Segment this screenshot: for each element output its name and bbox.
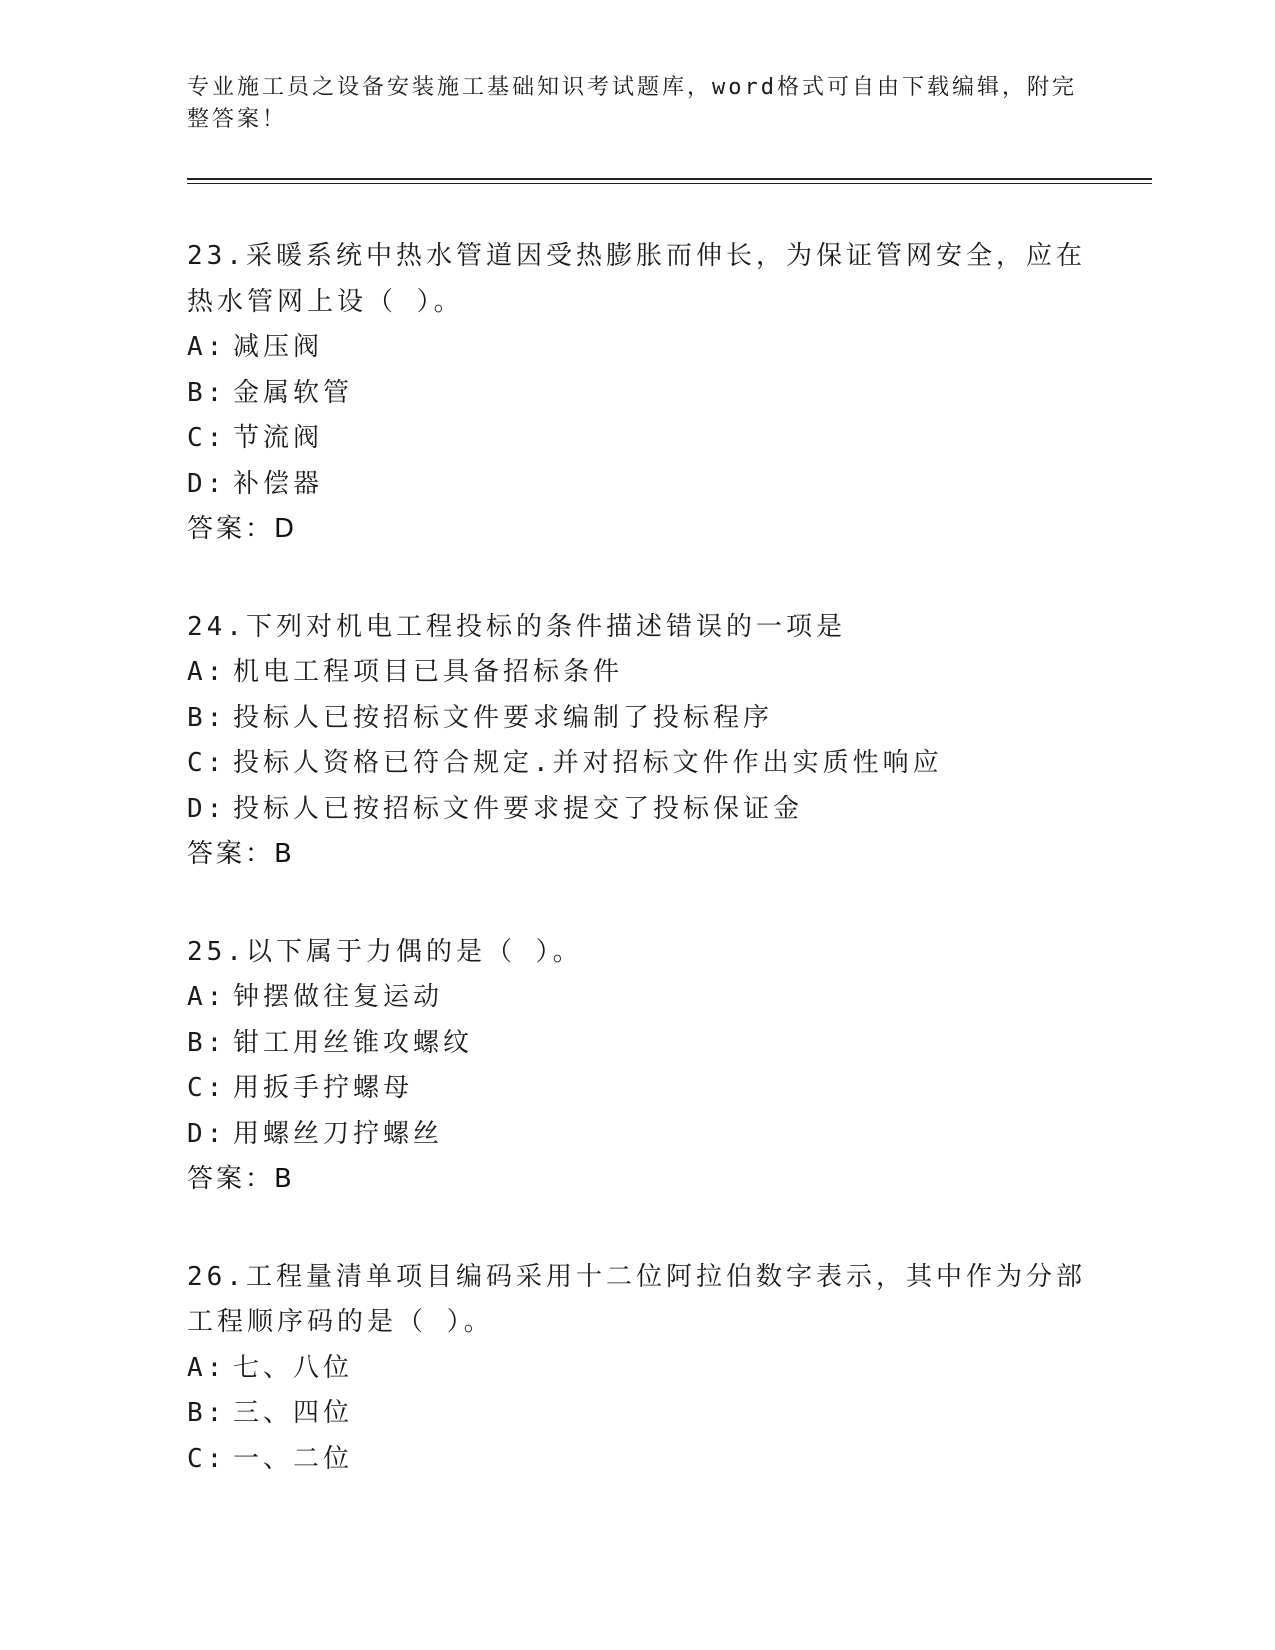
option-text: 七、八位 [233, 1352, 354, 1383]
answer-line: 答案：B [187, 839, 295, 869]
option-c [187, 1066, 1087, 1112]
option-c [187, 741, 1087, 787]
option-b [187, 371, 1087, 417]
option-text: 金属软管 [233, 377, 354, 408]
question-26 [187, 1255, 1087, 1483]
option-text: 三、四位 [233, 1398, 354, 1428]
option-key: D: [187, 1118, 227, 1149]
question-24 [187, 605, 1087, 878]
question-stem: 25.以下属于力偶的是（ ）。 [187, 936, 583, 967]
option-d [187, 1112, 1087, 1158]
option-key: B: [187, 702, 227, 733]
question-stem: 24.下列对机电工程投标的条件描述错误的一项是 [187, 611, 846, 642]
option-text: 用扳手拧螺母 [233, 1073, 414, 1103]
option-b [187, 696, 1087, 742]
option-key: B: [187, 1398, 227, 1428]
question-25 [187, 930, 1087, 1203]
question-stem: 26.工程量清单项目编码采用十二位阿拉伯数字表示，其中作为分部工程顺序码的是（ ）。 [187, 1261, 1086, 1337]
option-key: C: [187, 1443, 227, 1474]
option-c [187, 416, 1087, 462]
option-key: D: [187, 468, 227, 499]
option-a [187, 650, 1087, 696]
option-text: 投标人已按招标文件要求提交了投标保证金 [233, 793, 804, 824]
option-text: 用螺丝刀拧螺丝 [233, 1118, 444, 1149]
option-d [187, 462, 1087, 508]
option-key: D: [187, 793, 227, 824]
option-b [187, 1021, 1087, 1067]
header-divider-thin [187, 183, 1152, 184]
option-text: 钳工用丝锥攻螺纹 [233, 1027, 474, 1058]
option-key: B: [187, 1027, 227, 1058]
option-text: 减压阀 [233, 332, 324, 362]
option-key: C: [187, 748, 227, 778]
question-stem: 23.采暖系统中热水管道因受热膨胀而伸长，为保证管网安全，应在热水管网上设（ ）。 [187, 241, 1086, 317]
option-key: A: [187, 982, 227, 1012]
document-header: 专业施工员之设备安装施工基础知识考试题库，word格式可自由下载编辑，附完整答案！ [187, 75, 1077, 132]
option-key: C: [187, 423, 227, 453]
option-text: 补偿器 [233, 468, 324, 499]
option-text: 投标人已按招标文件要求编制了投标程序 [233, 702, 774, 733]
question-23 [187, 234, 1087, 553]
option-text: 机电工程项目已具备招标条件 [233, 657, 624, 687]
answer-line: 答案：D [187, 514, 298, 544]
answer-line: 答案：B [187, 1164, 295, 1194]
header-divider-thick [187, 178, 1152, 180]
question-list [187, 234, 1087, 1534]
option-key: A: [187, 332, 227, 362]
option-d [187, 787, 1087, 833]
option-key: C: [187, 1073, 227, 1103]
option-a [187, 975, 1087, 1021]
option-a [187, 1346, 1087, 1392]
option-key: A: [187, 657, 227, 687]
option-text: 投标人资格已符合规定.并对招标文件作出实质性响应 [233, 748, 943, 778]
option-a [187, 325, 1087, 371]
option-key: B: [187, 377, 227, 408]
option-key: A: [187, 1352, 227, 1383]
option-b [187, 1391, 1087, 1437]
option-text: 节流阀 [233, 423, 324, 453]
option-c [187, 1437, 1087, 1483]
option-text: 一、二位 [233, 1443, 354, 1474]
option-text: 钟摆做往复运动 [233, 982, 444, 1012]
